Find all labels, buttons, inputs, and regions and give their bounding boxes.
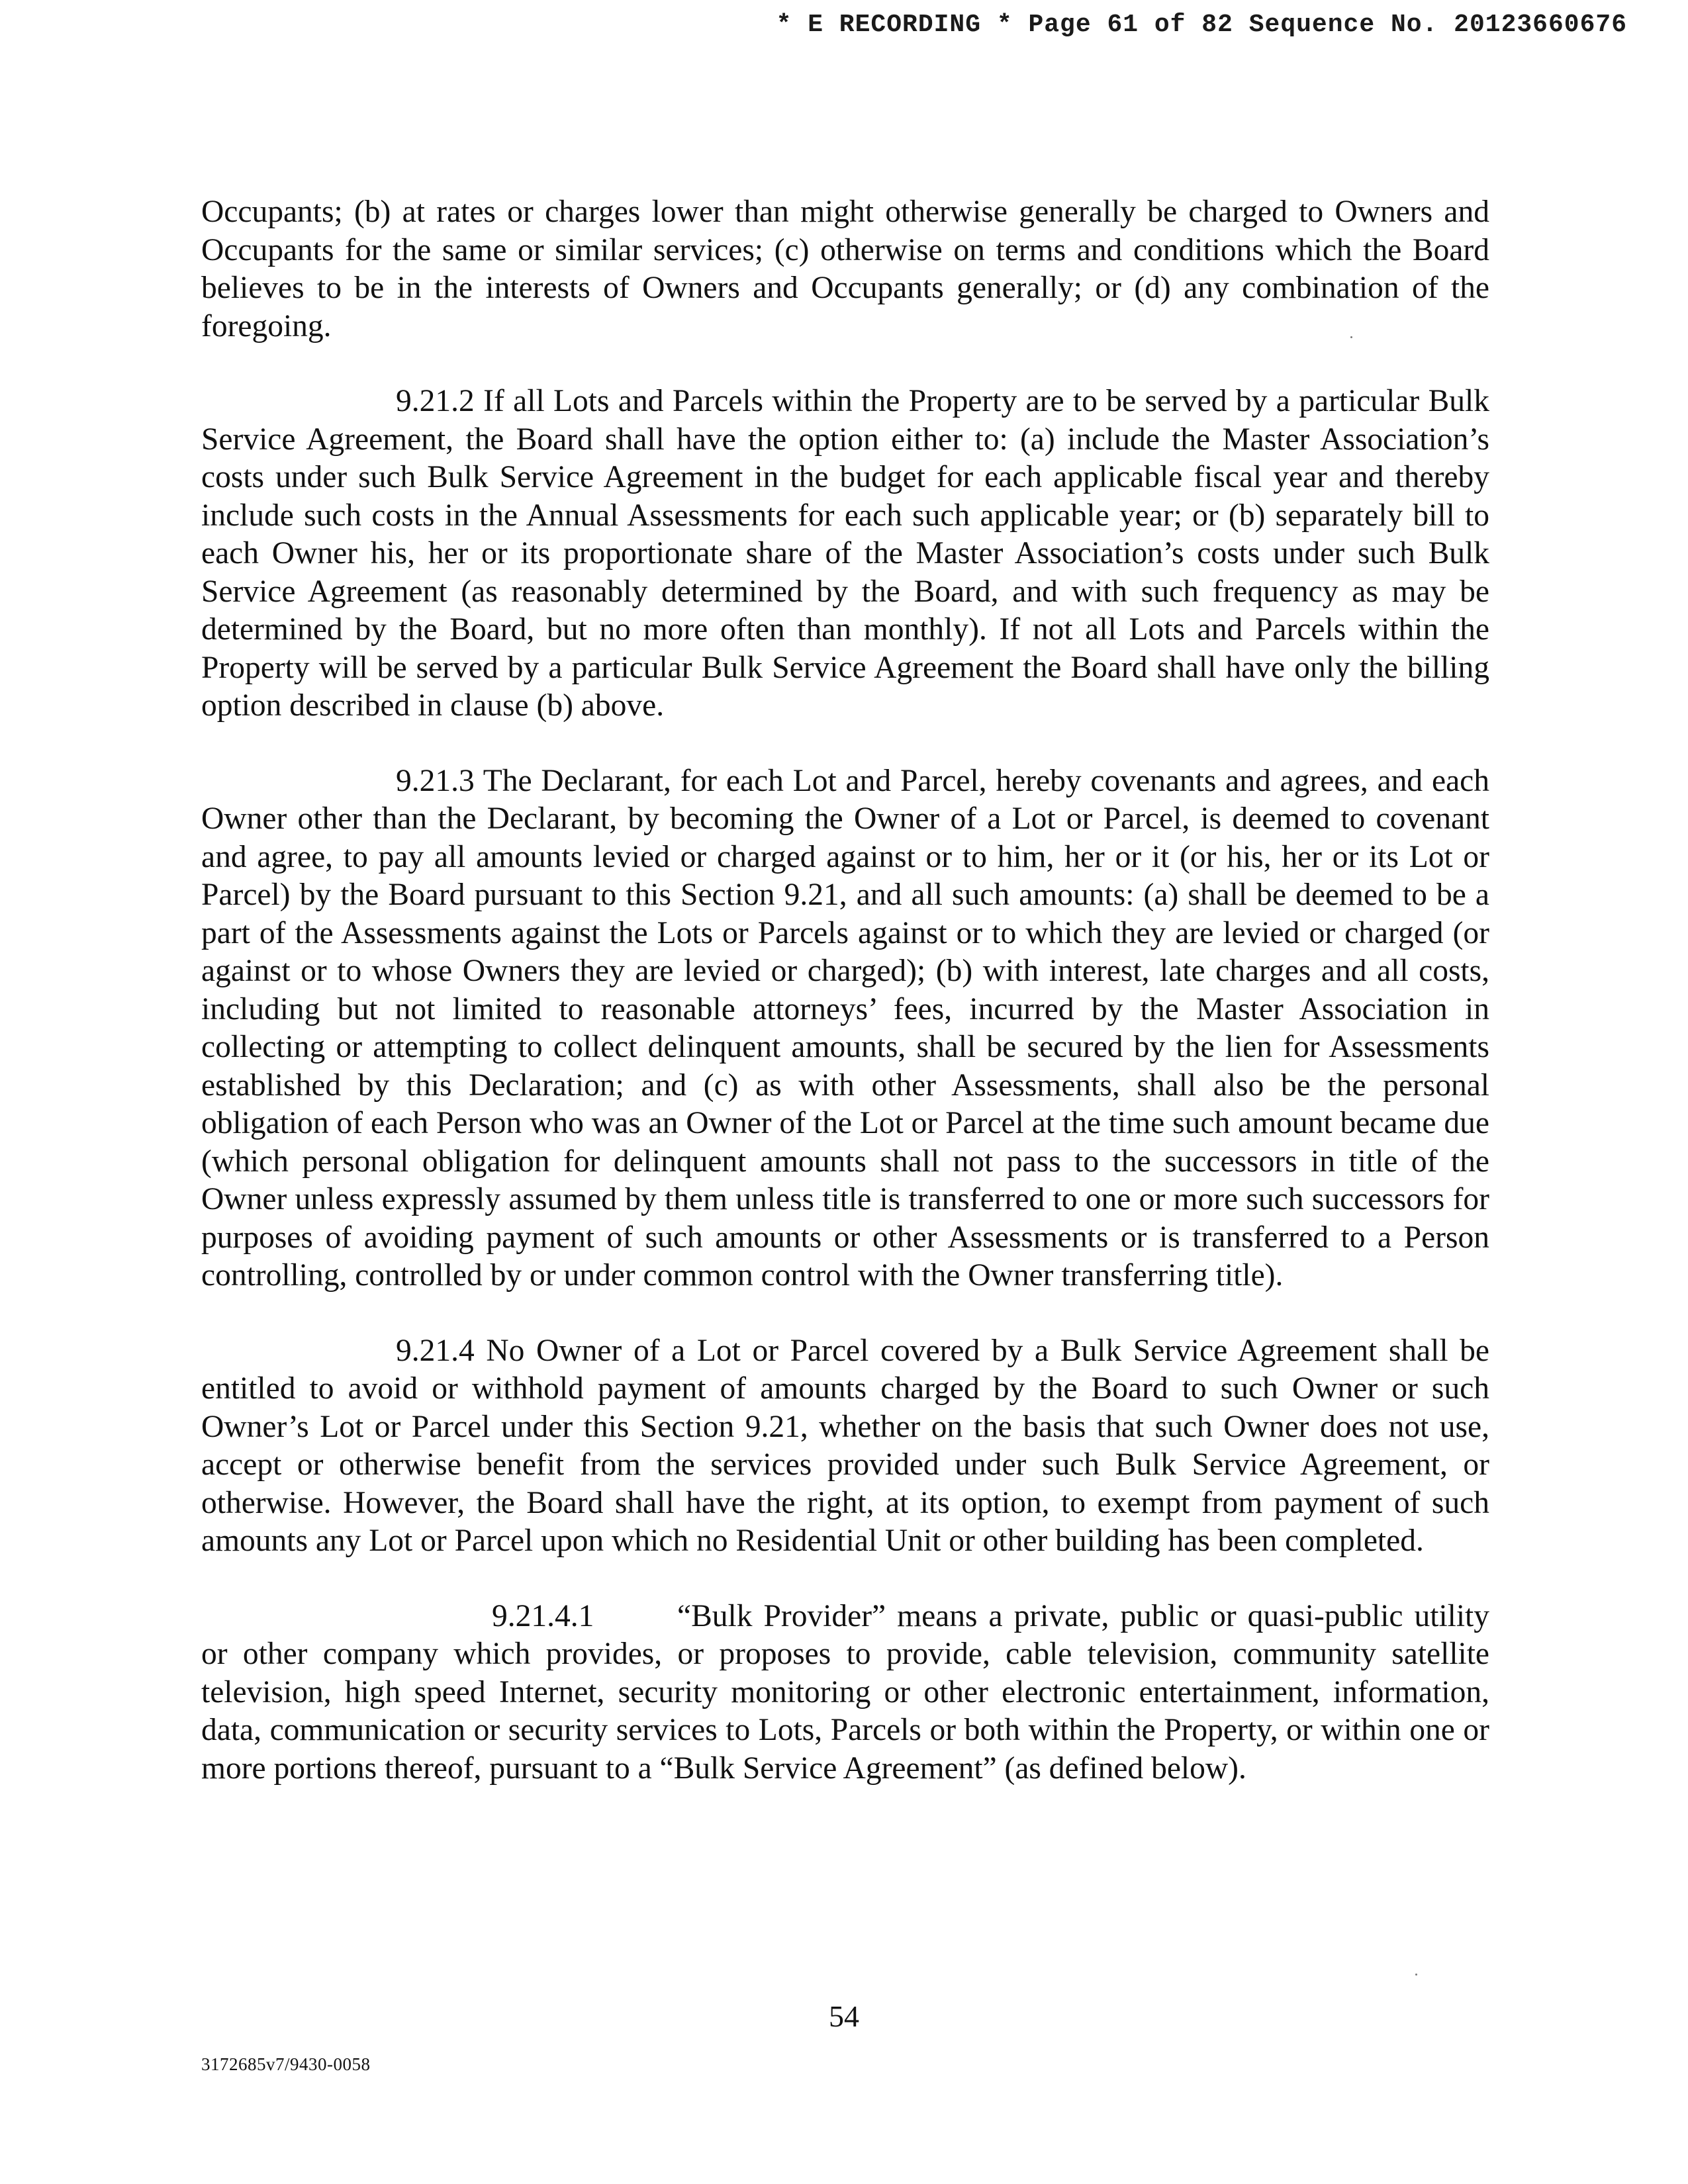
paragraph-9-21-4-1-text: “Bulk Provider” means a private, public or quasi-public utility or other company which provides, or proposes to provide, cable television, community satellite television, high speed Internet, security monitoring or other electronic entertainment, information, data, communication or security services to Lots, Parcels or both within the Property, or within one or more portions thereof, pursuant to a “Bulk Service Agreement” (as defined below).: [201, 1598, 1489, 1786]
document-body: [201, 193, 1489, 1825]
scan-speck: [1415, 1974, 1417, 1976]
paragraph-9-21-3: 9.21.3 The Declarant, for each Lot and Parcel, hereby covenants and agrees, and each Owner other than the Declarant, by becoming the Owner of a Lot or Parcel, is deemed to covenant and agree, to pay all amounts levied or charged against or to him, her or it (or his, her or its Lot or Parcel) by the Board pursuant to this Section 9.21, and all such amounts: (a) shall be deemed to be a part of the Assessments against the Lots or Parcels against or to which they are levied or charged (or against or to whose Owners they are levied or charged); (b) with interest, late charges and all costs, including but not limited to reasonable attorneys’ fees, incurred by the Master Association in collecting or attempting to collect delinquent amounts, shall be secured by the lien for Assessments established by this Declaration; and (c) as with other Assessments, shall also be the personal obligation of each Person who was an Owner of the Lot or Parcel at the time such amount became due (which personal obligation for delinquent amounts shall not pass to the successors in title of the Owner unless expressly assumed by them unless title is transferred to one or more such successors for purposes of avoiding payment of such amounts or other Assessments or is transferred to a Person controlling, controlled by or under common control with the Owner transferring title).: [201, 763, 1489, 1293]
paragraph-9-21-4-1: [201, 1598, 1489, 1788]
paragraph-9-21-2: 9.21.2 If all Lots and Parcels within the Property are to be served by a particular Bulk Service Agreement, the Board shall have the option either to: (a) include the Master Association’s costs under such Bulk Service Agreement in the budget for each applicable fiscal year and thereby include such costs in the Annual Assessments for each such applicable year; or (b) separately bill to each Owner his, her or its proportionate share of the Master Association’s costs under such Bulk Service Agreement (as reasonably determined by the Board, and with such frequency as may be determined by the Board, but no more often than monthly). If not all Lots and Parcels within the Property will be served by a particular Bulk Service Agreement the Board shall have only the billing option described in clause (b) above.: [201, 384, 1489, 723]
scan-speck: [1350, 336, 1352, 338]
paragraph-9-21-4: 9.21.4 No Owner of a Lot or Parcel covered by a Bulk Service Agreement shall be entitled to avoid or withhold payment of amounts charged by the Board to such Owner or such Owner’s Lot or Parcel under this Section 9.21, whether on the basis that such Owner does not use, accept or otherwise benefit from the services provided under such Bulk Service Agreement, or otherwise. However, the Board shall have the right, at its option, to exempt from payment of such amounts any Lot or Parcel upon which no Residential Unit or other building has been completed.: [201, 1333, 1489, 1558]
paragraph-9-21-4-1-number: 9.21.4.1: [492, 1598, 594, 1633]
paragraph-continuation: Occupants; (b) at rates or charges lower than might otherwise generally be charged to Owners and Occupants for the same or similar services; (c) otherwise on terms and conditions which the Board believes to be in the interests of Owners and Occupants generally; or (d) any combination of the foregoing.: [201, 195, 1489, 343]
page-number: 54: [829, 1999, 859, 2033]
recording-header: * E RECORDING * Page 61 of 82 Sequence No. 20123660676: [776, 11, 1627, 39]
document-id: 3172685v7/9430-0058: [201, 2054, 371, 2074]
